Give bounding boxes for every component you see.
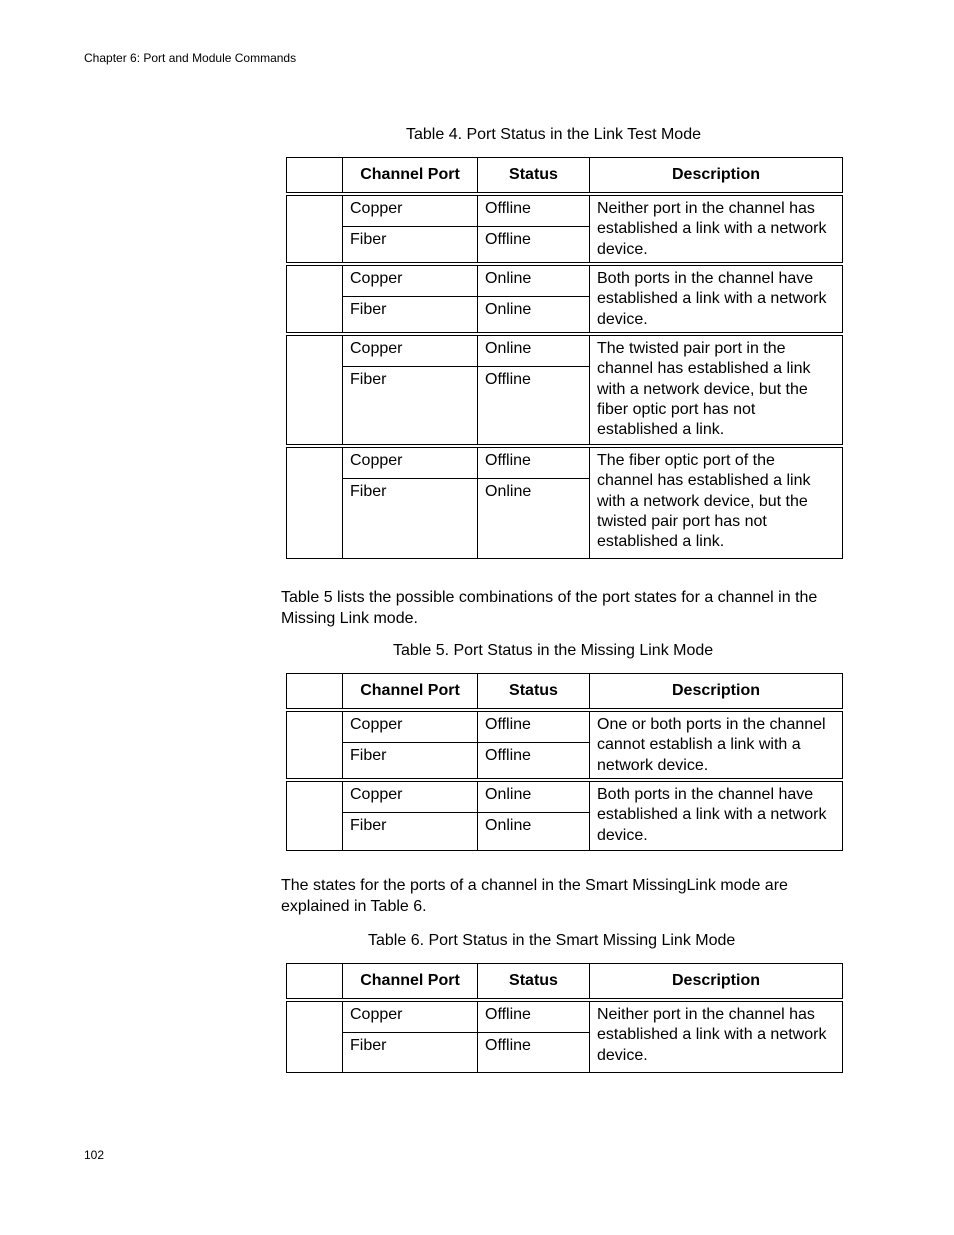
port-cell: Copper — [343, 264, 478, 296]
table-header-row — [287, 158, 843, 195]
port-cell: Fiber — [343, 812, 478, 850]
port-cell: Fiber — [343, 366, 478, 446]
description-header: Description — [590, 964, 843, 1001]
port-cell: Copper — [343, 780, 478, 812]
port-cell: Fiber — [343, 1032, 478, 1072]
port-cell: Copper — [343, 334, 478, 366]
description-cell: The twisted pair port in the channel has established a link with a network device, but the fiber optic port has not established a link. — [590, 334, 843, 446]
group-cell — [287, 780, 343, 850]
status-cell: Online — [478, 264, 590, 296]
port-cell: Fiber — [343, 226, 478, 264]
port-cell: Fiber — [343, 296, 478, 334]
status-cell: Offline — [478, 194, 590, 226]
table-header-row — [287, 964, 843, 1001]
group-cell — [287, 194, 343, 264]
table-row — [287, 710, 843, 742]
status-cell: Offline — [478, 226, 590, 264]
page-number: 102 — [84, 1148, 105, 1162]
running-header: Chapter 6: Port and Module Commands — [84, 51, 297, 65]
status-header: Status — [478, 158, 590, 195]
blank-header-cell — [287, 158, 343, 195]
table5 — [286, 673, 843, 851]
group-cell — [287, 446, 343, 558]
blank-header-cell — [287, 964, 343, 1001]
channel-port-header: Channel Port — [343, 674, 478, 711]
status-cell: Online — [478, 812, 590, 850]
table-row — [287, 1000, 843, 1032]
port-cell: Copper — [343, 1000, 478, 1032]
group-cell — [287, 264, 343, 334]
port-cell: Fiber — [343, 742, 478, 780]
table6 — [286, 963, 843, 1073]
table5-caption: Table 5. Port Status in the Missing Link Mode — [393, 642, 714, 659]
status-cell: Offline — [478, 1000, 590, 1032]
table4-caption: Table 4. Port Status in the Link Test Mode — [406, 126, 701, 143]
paragraph-table5-intro: Table 5 lists the possible combinations of the port states for a channel in the Missing Link mode. — [281, 589, 818, 627]
port-cell: Fiber — [343, 478, 478, 558]
table-row — [287, 334, 843, 366]
table-header-row — [287, 674, 843, 711]
table-row — [287, 780, 843, 812]
status-cell: Online — [478, 780, 590, 812]
status-cell: Offline — [478, 366, 590, 446]
description-header: Description — [590, 674, 843, 711]
description-cell: One or both ports in the channel cannot establish a link with a network device. — [590, 710, 843, 780]
table-row — [287, 446, 843, 478]
table6-caption: Table 6. Port Status in the Smart Missing Link Mode — [368, 932, 736, 949]
channel-port-header: Channel Port — [343, 158, 478, 195]
table4 — [286, 157, 843, 559]
status-cell: Offline — [478, 1032, 590, 1072]
group-cell — [287, 1000, 343, 1072]
description-cell: Neither port in the channel has established a link with a network device. — [590, 194, 843, 264]
channel-port-header: Channel Port — [343, 964, 478, 1001]
status-cell: Offline — [478, 710, 590, 742]
status-header: Status — [478, 674, 590, 711]
status-cell: Offline — [478, 742, 590, 780]
status-cell: Online — [478, 334, 590, 366]
port-cell: Copper — [343, 446, 478, 478]
description-cell: Both ports in the channel have established a link with a network device. — [590, 780, 843, 850]
group-cell — [287, 710, 343, 780]
blank-header-cell — [287, 674, 343, 711]
port-cell: Copper — [343, 710, 478, 742]
status-cell: Offline — [478, 446, 590, 478]
status-header: Status — [478, 964, 590, 1001]
table-row — [287, 194, 843, 226]
paragraph-table6-intro: The states for the ports of a channel in the Smart MissingLink mode are explained in Table 6. — [281, 877, 788, 915]
port-cell: Copper — [343, 194, 478, 226]
description-cell: The fiber optic port of the channel has established a link with a network device, but the twisted pair port has not established a link. — [590, 446, 843, 558]
status-cell: Online — [478, 478, 590, 558]
description-cell: Both ports in the channel have established a link with a network device. — [590, 264, 843, 334]
group-cell — [287, 334, 343, 446]
description-header: Description — [590, 158, 843, 195]
description-cell: Neither port in the channel has established a link with a network device. — [590, 1000, 843, 1072]
status-cell: Online — [478, 296, 590, 334]
table-row — [287, 264, 843, 296]
